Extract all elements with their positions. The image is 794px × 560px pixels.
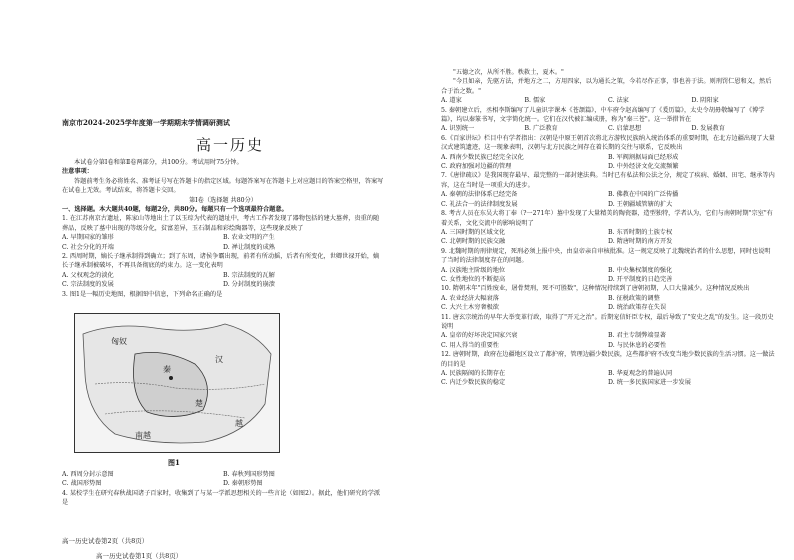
q1-option-a: A. 早期国家的雏形: [62, 234, 114, 242]
question-6: 6.《百家讲坛》栏目中有学者指出：汉朝是中原王朝首次将北方游牧民族纳入统治体系的重要时期，在北方边疆出现了大量汉式建筑遗迹，这一现象表明，汉朝与北方民族之间存在着长期的交往与联系，它反映出: [441, 134, 775, 152]
q2-options: [62, 271, 384, 280]
question-9: 9. 北魏时期的刑律规定，死刑必须上报中央，由皇帝亲自审核批准。这一规定反映了北魏统治者的什么思想，同时也说明了当时的法律制度存在的问题。: [441, 247, 771, 265]
q11-option-a: A. 皇帝的好坏决定国家兴衰: [441, 332, 518, 340]
q1-options: [62, 233, 384, 242]
q10-option-d: D. 统治政策存在失误: [608, 304, 667, 312]
q12-option-a: A. 民族隔阂的长期存在: [441, 370, 506, 377]
question-5: 5. 秦朝建立后，丞相李斯编写了儿童识字课本《苍颉篇》，中车府令赵高编写了《爰历篇》，太史令胡毋敬编写了《博学篇》，均以秦篆书写，文字简化统一。它们在汉代被汇编成册，称为"秦三苍"。这一举措旨在: [441, 106, 765, 124]
page-title: 高一历史: [195, 136, 264, 154]
q3-options: [62, 470, 384, 479]
q2-option-c: C. 宗法制度的发展: [62, 281, 114, 289]
q3-option-c: C. 战国形势图: [62, 480, 102, 488]
section-heading: 一、选择题。本大题共40题，每题2分，共80分。每题只有一个选项最符合题意。: [62, 206, 288, 214]
q9-options: [441, 266, 775, 275]
q2-option-d: D. 分封制度的崩溃: [223, 281, 275, 289]
q7-option-d: D. 王朝疆域管辖的扩大: [608, 200, 673, 208]
q12-option-c: C. 内迁少数民族的稳定: [441, 379, 506, 387]
q5-option-d: D. 发展教育: [691, 125, 725, 133]
map-label-nanyue: 南越: [135, 431, 151, 440]
q11-options-2: [441, 341, 775, 350]
q5-option-c: C. 启蒙思想: [608, 125, 642, 133]
q6-options-2: [441, 162, 775, 171]
notice-label: 注意事项：: [62, 168, 93, 176]
q12-option-d: D. 统一多民族国家进一步发展: [608, 379, 691, 387]
question-12: 12. 唐朝时期，政府在边疆地区设立了都护府，管理边疆少数民族，这些都护府不改变当地少数民族的生活习惯。这一做法的目的是: [441, 351, 775, 368]
q6-option-a: A. 西南少数民族已经完全汉化: [441, 153, 524, 161]
map-label-qin: 秦: [163, 365, 171, 374]
q11-option-b: B. 君主专制弊端显著: [608, 332, 666, 340]
q9-option-b: B. 中央集权制度的强化: [608, 266, 673, 274]
question-10: 10. 隋朝末年"百姓废业，屠骨焚刑，死不可胜数"，这种情况持续到了唐朝初期，人口大量减少。这种情况反映出: [441, 285, 750, 293]
question-3: 3. 图1是一幅历史地图，根据图中信息，下列命名正确的是: [62, 290, 223, 298]
q10-option-c: C. 大兴土木穷奢极欲: [441, 304, 499, 312]
footer-page-2: 高一历史试卷第2页（共8页）: [62, 537, 149, 545]
q10-option-b: B. 征税政策的调整: [608, 294, 660, 302]
intro-text: 本试卷分第Ⅰ卷和第Ⅱ卷两部分，共100分。考试用时75分钟。: [74, 159, 243, 166]
question-7: 7.《唐律疏议》是我国现存最早、最完整的一部封建法典。当时已有私法和公法之分，规定了疾病、婚姻、田宅、继承等内容，这在当时是一项重大的进步。: [441, 172, 775, 189]
school-header: 南京市2024-2025学年度第一学期期末学情调研测试: [62, 118, 230, 127]
q9-option-c: C. 女性地位的不断提高: [441, 275, 506, 283]
right-page: [397, 0, 794, 560]
quote-2: "今且如亲，先驱方法，并地方之二，方用四家，以为通长之策，今若尽作正事，事也善于法。则刑罚仁恩和义，然后合于治之数。": [441, 78, 772, 95]
section-title: 第Ⅰ卷（选择题 共80分）: [189, 196, 257, 204]
question-8: 8. 考古人员在东吴大将丁奉（?一271年）墓中发现了大量精美的陶瓷器，造型独特，学者认为，它们与南朝时期"宗室"有着关系，文化交流中的影响说明了: [441, 210, 773, 227]
q12-option-b: B. 华夏观念的普遍认同: [608, 370, 673, 377]
q3-options-2: [62, 479, 384, 488]
right-body: [441, 68, 775, 388]
map-graphic: [75, 314, 279, 452]
footer-page-1: 高一历史试卷第1页（共8页）: [96, 552, 183, 560]
q2-option-b: B. 宗法制度的瓦解: [223, 271, 275, 279]
q11-option-d: D. 与民休息的必要性: [608, 341, 667, 349]
q3-option-b: B. 春秋列国形势图: [223, 471, 275, 478]
map-label-han: 汉: [215, 355, 223, 364]
q9-option-a: A. 汉族地主阶级的地位: [441, 266, 506, 274]
q8-option-a: A. 三国时期的区域文化: [441, 228, 506, 236]
left-body-2: [62, 470, 384, 508]
q8-options-2: [441, 237, 775, 246]
question-11: 11. 唐玄宗统治的早年大举变革行政，取得了"开元之治"。后期宠信奸臣专权，最后导致了"安史之乱"的发生。这一段历史说明: [441, 313, 774, 330]
q7-options: [441, 190, 775, 199]
q12-options-2: [441, 378, 775, 387]
left-body: [62, 158, 384, 299]
quote-1: "五德之次，从所不胜。秩救土，夏木。": [453, 69, 564, 76]
q1-options-2: [62, 243, 384, 252]
map-label-xiongnu: 匈奴: [111, 337, 127, 346]
q9-options-2: [441, 275, 775, 284]
q8-option-c: C. 北朝时期的民族交融: [441, 238, 506, 246]
q10-option-a: A. 农业经济大幅衰落: [441, 294, 499, 302]
q6-option-b: B. 军阀割据局面已经形成: [608, 153, 679, 161]
q8-options: [441, 228, 775, 237]
question-2: 2. 西周时期，嫡长子继承制得到确立；到了东周，诸侯争霸出现，前者有所动摇，后者有所变化，世卿世禄开始，嫡长子继承制被破坏，不再具备彻底的约束力。这一变化表明: [62, 253, 380, 270]
q2-option-a: A. 父权观念的淡化: [62, 271, 114, 279]
q12-options: [441, 369, 775, 378]
q11-option-c: C. 用人得当的重要性: [441, 341, 499, 349]
q7-options-2: [441, 200, 775, 209]
q5-options: [441, 124, 775, 133]
q7-option-b: B. 佛教在中国的广泛传播: [608, 191, 679, 199]
q7-option-a: A. 秦朝的法律体系已经完备: [441, 191, 518, 199]
map-label-yue: 越: [235, 419, 243, 428]
q4-option-c: C. 法家: [608, 97, 629, 105]
q5-option-b: B. 广泛教育: [524, 125, 558, 133]
q1-option-d: D. 禅让制度的成熟: [223, 243, 275, 251]
q8-option-d: D. 隋唐时期的南方开发: [608, 238, 673, 246]
historical-map: [74, 313, 280, 453]
q6-option-d: D. 中外经济文化交流频繁: [608, 163, 679, 171]
q4-option-b: B. 儒家: [524, 97, 546, 105]
q6-options: [441, 153, 775, 162]
figure-label: 图1: [168, 458, 180, 467]
q5-option-a: A. 识别统一: [441, 125, 475, 133]
q4-options: [441, 96, 775, 105]
question-1: 1. 在江苏南京古遗址，陈家山等地出土了以玉琮为代表的遗址中，考古工作者发现了器物包括的建大墓葬，贵重的随葬品，反映了墓中出现的等级分化，贫富差异，玉石制品和彩绘陶器等，这些现象反映了: [62, 215, 380, 232]
q4-option-a: A. 道家: [441, 97, 462, 105]
q7-option-c: C. 礼法合一的法律制度发展: [441, 200, 518, 208]
q10-options-2: [441, 303, 775, 312]
q2-options-2: [62, 280, 384, 289]
notice-text: 答题前考生务必将姓名、准考证号写在答题卡的指定区域。每题答案写在答题卡上对应题目的答案空格里，答案写在试卷上无效。考试结束，将答题卡交回。: [62, 177, 384, 195]
q3-option-a: A. 西周分封示意图: [62, 471, 114, 478]
q6-option-c: C. 政府加强对边疆的管理: [441, 163, 512, 171]
q9-option-d: D. 开平制度的日趋完善: [608, 275, 673, 283]
question-4: 4. 某校学生在研究春秋战国诸子百家时，收集到了与某一学派思想相关的一些言论（如图2）。据此，他们研究的学派是: [62, 489, 381, 507]
q3-option-d: D. 秦朝形势图: [223, 480, 263, 488]
q1-option-b: B. 农业文明的产生: [223, 234, 275, 242]
q8-option-b: B. 东晋时期的土族专权: [608, 228, 673, 236]
map-label-chu: 楚: [195, 399, 203, 408]
q11-options: [441, 331, 775, 340]
q4-option-d: D. 阴阳家: [691, 97, 719, 105]
q1-option-c: C. 社会分化的开端: [62, 243, 114, 251]
q10-options: [441, 294, 775, 303]
